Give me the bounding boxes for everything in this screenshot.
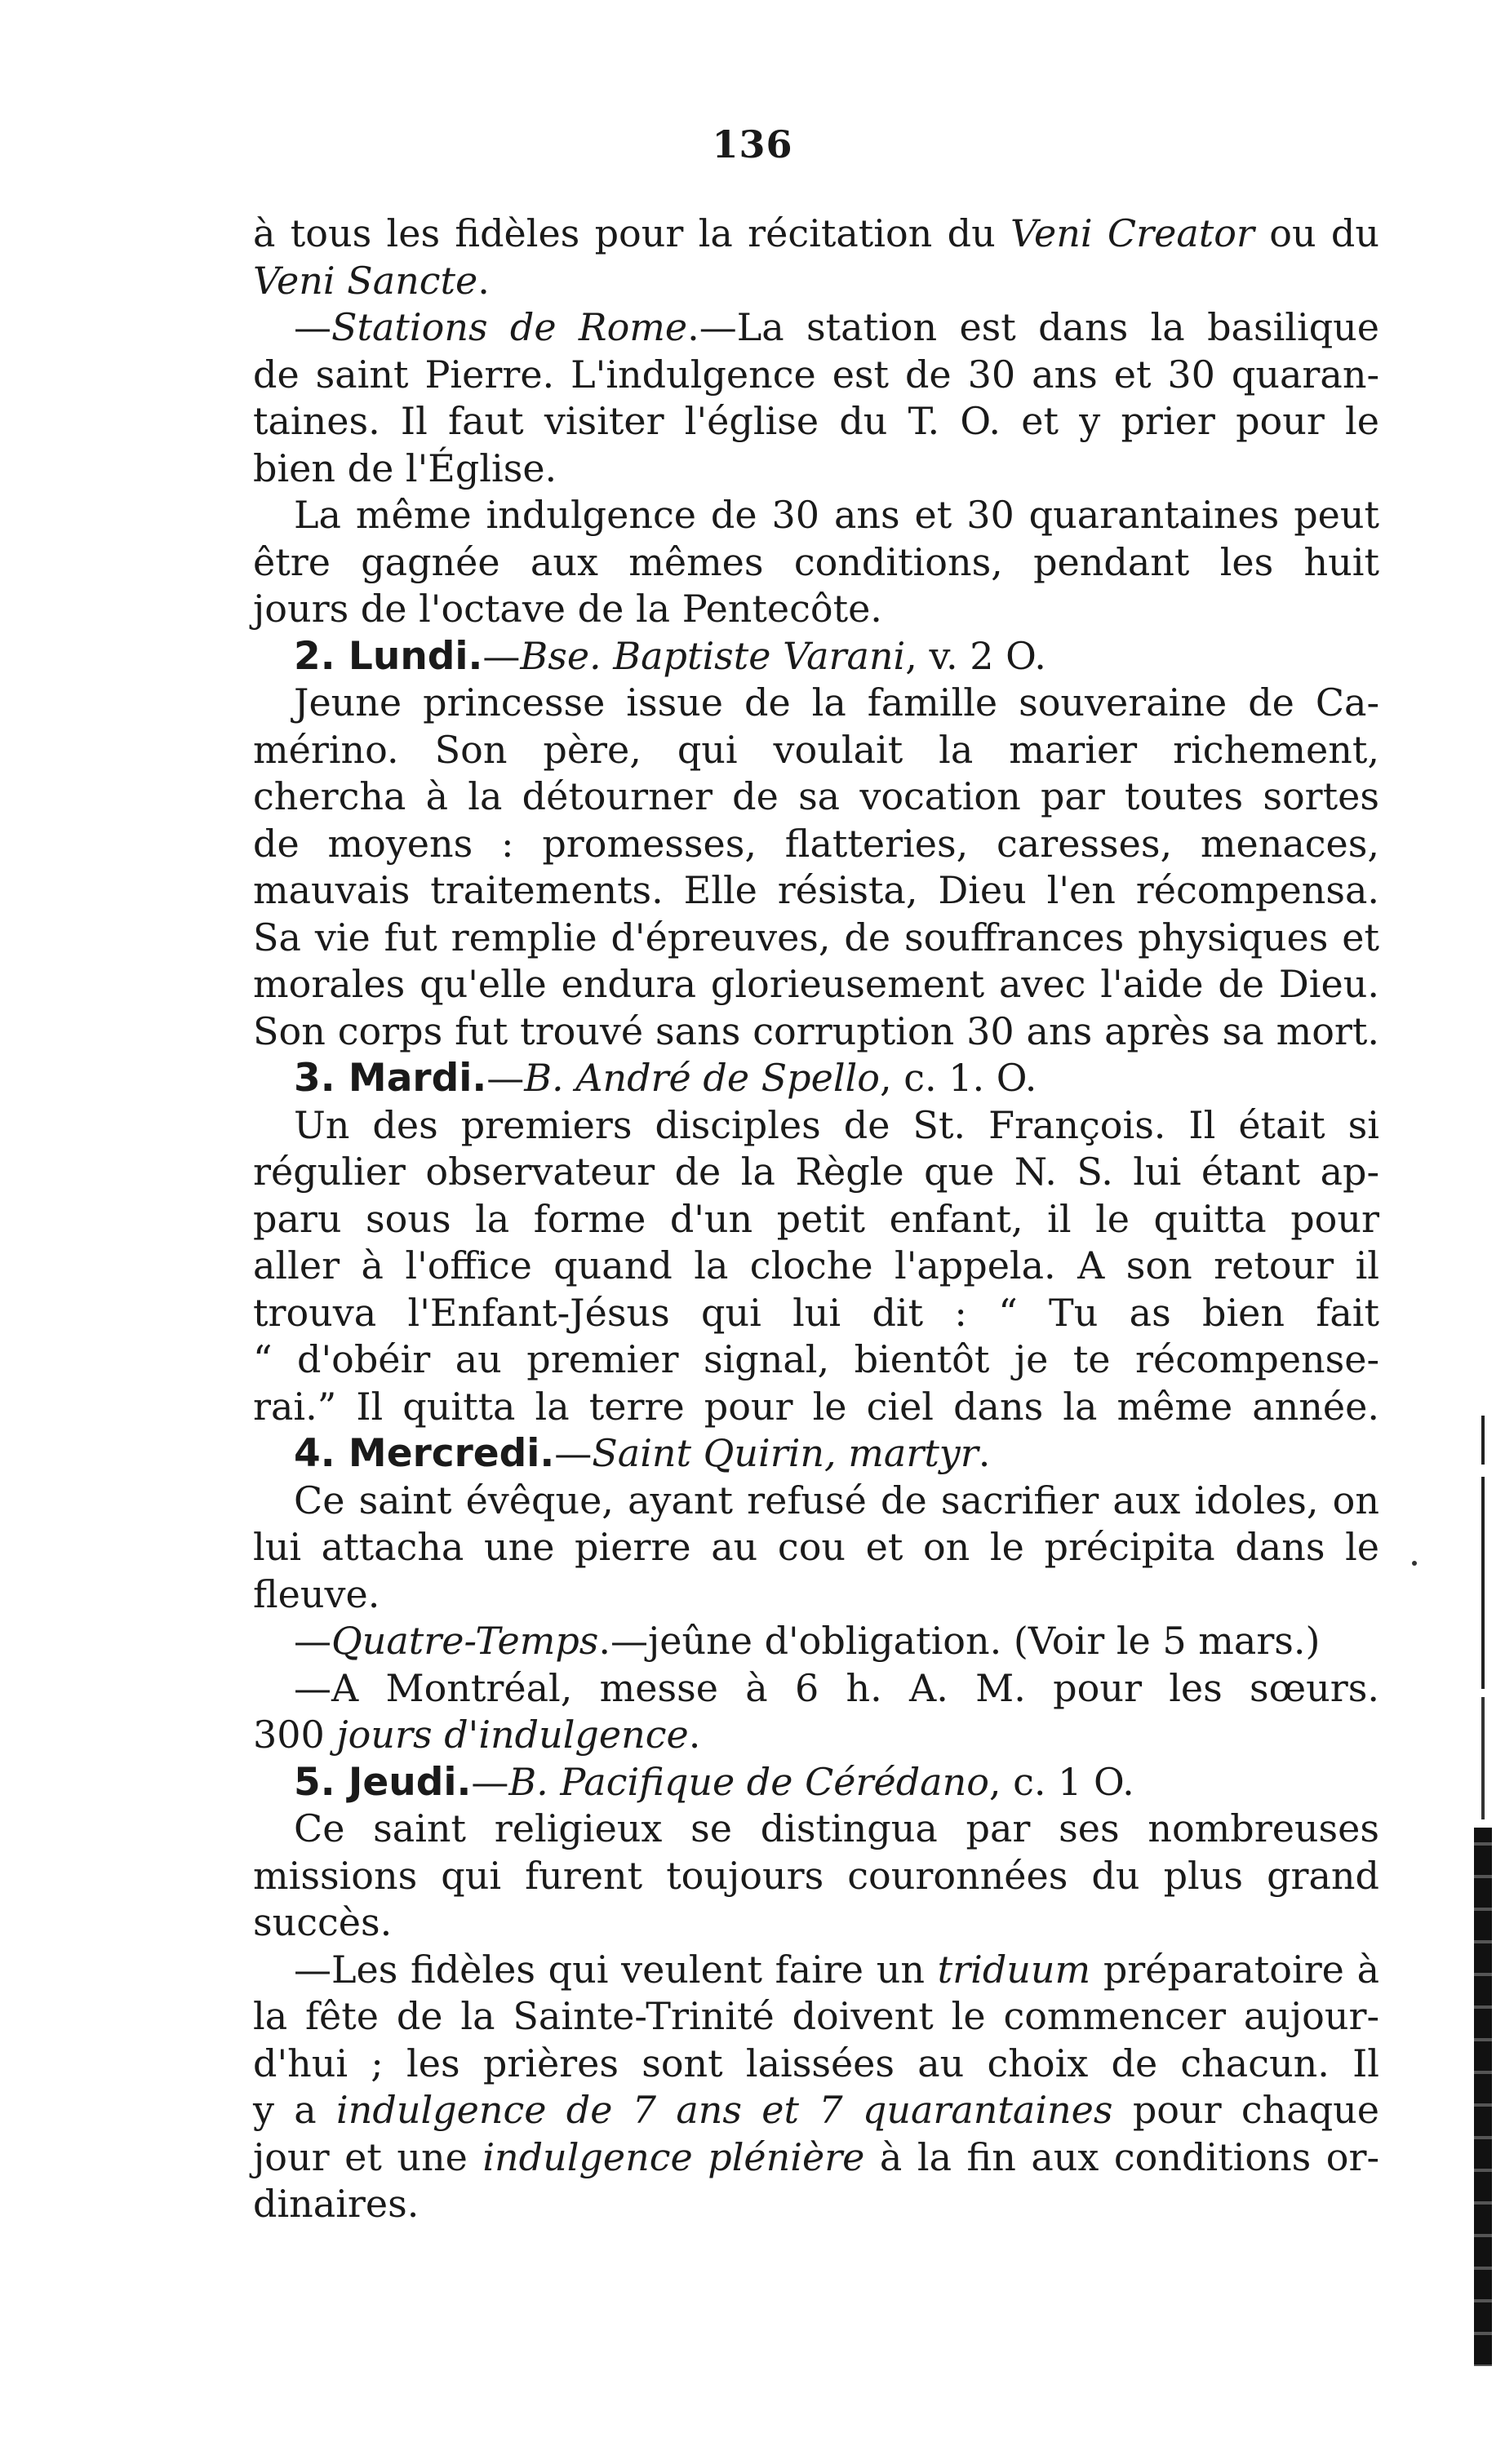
text-line: 300 jours d'indulgence.	[253, 1713, 701, 1757]
page-edge-mark	[1481, 1697, 1485, 1819]
text-line: rai.” Il quitta la terre pour le ciel dans la même année.	[253, 1384, 1379, 1429]
text-line: de moyens : promesses, flatteries, caresses, menaces,	[253, 821, 1379, 866]
text-line: lui attacha une pierre au cou et on le précipita dans le	[253, 1525, 1379, 1569]
text-line: mauvais traitements. Elle résista, Dieu l'en récompensa.	[253, 868, 1379, 912]
text-line: Veni Sancte.	[253, 258, 490, 303]
day-heading: 5. Jeudi.—B. Pacifique de Cérédano, c. 1 O.	[294, 1759, 1134, 1805]
text-line: régulier observateur de la Règle que N. S. lui étant ap-	[253, 1150, 1379, 1194]
text-line: paru sous la forme d'un petit enfant, il le quitta pour	[253, 1196, 1379, 1241]
text-line: Ce saint religieux se distingua par ses nombreuses	[294, 1806, 1379, 1850]
day-heading: 4. Mercredi.—Saint Quirin, martyr.	[294, 1431, 991, 1476]
text-line: —Les fidèles qui veulent faire un triduum préparatoire à	[294, 1947, 1380, 1992]
text-line: Ce saint évêque, ayant refusé de sacrifier aux idoles, on	[294, 1478, 1379, 1522]
text-line: être gagnée aux mêmes conditions, pendant les huit	[253, 539, 1379, 584]
text-line: Jeune princesse issue de la famille souveraine de Ca-	[294, 680, 1379, 725]
page-speck	[1412, 1561, 1417, 1566]
text-line: Son corps fut trouvé sans corruption 30 ans après sa mort.	[253, 1008, 1379, 1053]
text-line: morales qu'elle endura glorieusement avec l'aide de Dieu.	[253, 962, 1379, 1006]
text-line: —A Montréal, messe à 6 h. A. M. pour les sœurs.	[294, 1665, 1379, 1710]
text-line: La même indulgence de 30 ans et 30 quarantaines peut	[294, 493, 1379, 537]
page-number: 136	[712, 122, 793, 166]
text-line: trouva l'Enfant-Jésus qui lui dit : “ Tu as bien fait	[253, 1290, 1379, 1335]
text-line: dinaires.	[253, 2182, 420, 2226]
day-heading: 2. Lundi.—Bse. Baptiste Varani, v. 2 O.	[294, 633, 1046, 679]
text-line: succès.	[253, 1900, 393, 1944]
text-line: d'hui ; les prières sont laissées au choix de chacun. Il	[253, 2041, 1379, 2085]
text-line: “ d'obéir au premier signal, bientôt je te récompense-	[253, 1337, 1379, 1381]
text-line: chercha à la détourner de sa vocation par toutes sortes	[253, 774, 1379, 818]
text-line: missions qui furent toujours couronnées du plus grand	[253, 1853, 1379, 1898]
day-heading: 3. Mardi.—B. André de Spello, c. 1. O.	[294, 1056, 1037, 1101]
text-line: fleuve.	[253, 1571, 380, 1616]
page-body	[253, 211, 1379, 2228]
text-line: taines. Il faut visiter l'église du T. O. et y prier pour le	[253, 399, 1379, 443]
text-line: Un des premiers disciples de St. François. Il était si	[294, 1102, 1379, 1147]
page-edge-binding	[1474, 1828, 1492, 2366]
page-edge-mark	[1481, 1477, 1485, 1689]
text-line: aller à l'office quand la cloche l'appela. A son retour il	[253, 1243, 1379, 1287]
page-edge-mark	[1481, 1416, 1485, 1465]
text-line: y a indulgence de 7 ans et 7 quarantaines pour chaque	[253, 2088, 1380, 2132]
text-line: bien de l'Église.	[253, 445, 557, 490]
text-line: de saint Pierre. L'indulgence est de 30 ans et 30 quaran-	[253, 352, 1379, 397]
text-line: jours de l'octave de la Pentecôte.	[253, 587, 882, 631]
text-line: Sa vie fut remplie d'épreuves, de souffrances physiques et	[253, 915, 1379, 959]
text-line: —Quatre-Temps.—jeûne d'obligation. (Voir le 5 mars.)	[294, 1619, 1321, 1663]
text-line: à tous les fidèles pour la récitation du Veni Creator ou du	[253, 211, 1380, 255]
text-line: la fête de la Sainte-Trinité doivent le commencer aujour-	[253, 1994, 1379, 2038]
text-line: —Stations de Rome.—La station est dans la basilique	[294, 305, 1379, 349]
text-line: mérino. Son père, qui voulait la marier richement,	[253, 727, 1379, 772]
text-line: jour et une indulgence plénière à la fin aux conditions or-	[253, 2134, 1379, 2179]
